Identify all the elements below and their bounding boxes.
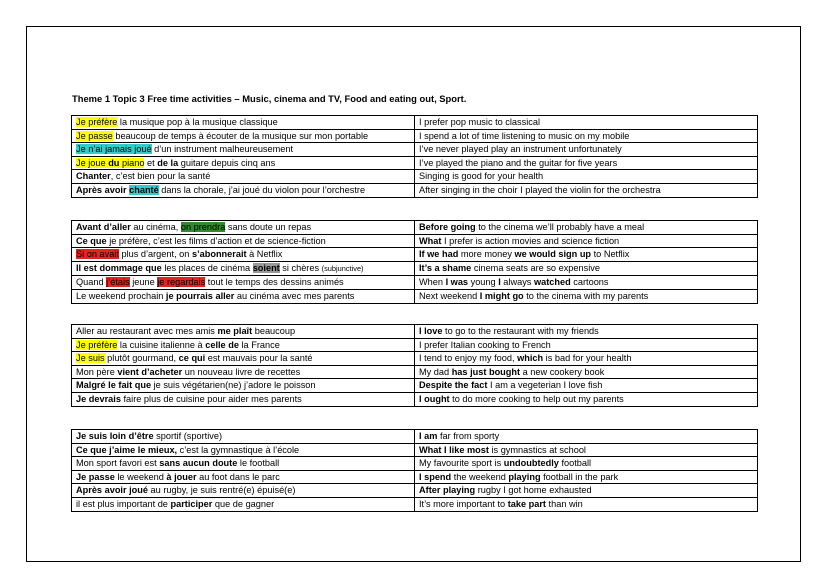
text-segment: (subjunctive) (321, 263, 364, 273)
english-cell (415, 143, 758, 157)
french-cell (72, 276, 415, 290)
key-phrase: Despite the fact (419, 380, 488, 391)
table-row (72, 430, 758, 444)
text-segment: je préfère, c’est les films d’action et de science-fiction (106, 235, 326, 246)
key-phrase: What (419, 235, 442, 246)
text-segment: le football (237, 458, 280, 469)
key-phrase: take part (507, 498, 546, 509)
text-segment: sportif (sportive) (153, 431, 223, 441)
text-segment: cinema seats are so expensive (471, 263, 600, 274)
highlighted-phrase: Je passe (76, 130, 113, 141)
french-cell (72, 352, 415, 366)
table-row (72, 143, 758, 157)
french-cell (72, 497, 415, 511)
text-segment: I’ve played the piano and the guitar for five years (419, 157, 618, 168)
text-segment: la cuisine italienne à (117, 339, 206, 350)
text-segment: I prefer is action movies and science fiction (441, 235, 620, 246)
text-segment: jeune (129, 277, 158, 288)
key-phrase: Je suis loin d’être (76, 431, 154, 441)
french-cell (72, 170, 415, 184)
key-phrase: Il est dommage que (76, 262, 162, 273)
key-phrase: participer (170, 498, 213, 509)
highlighted-phrase: j’étais (106, 277, 130, 288)
english-cell (415, 352, 758, 366)
english-cell (415, 248, 758, 262)
text-segment: the weekend (451, 471, 509, 482)
text-segment: d’un instrument malheureusement (151, 144, 294, 155)
text-segment: football in the park (540, 471, 619, 482)
key-phrase: Before going (419, 222, 476, 232)
table-row (72, 365, 758, 379)
key-phrase: s’abonnerait (191, 249, 247, 260)
french-cell (72, 221, 415, 235)
text-segment: football (558, 458, 592, 469)
vocab-table-sport (71, 429, 758, 512)
table-row (72, 183, 758, 197)
text-segment: more money (458, 249, 515, 260)
french-cell (72, 379, 415, 393)
highlighted-phrase: Je préfère (76, 339, 118, 350)
text-segment: un nouveau livre de recettes (182, 366, 301, 377)
text-segment: au foot dans le parc (196, 471, 280, 482)
english-cell (415, 325, 758, 339)
english-cell (415, 183, 758, 197)
page-title: Theme 1 Topic 3 Free time activities – Music, cinema and TV, Food and eating out, Sport. (72, 93, 467, 104)
text-segment: to do more cooking to help out my parents (449, 393, 624, 404)
highlighted-phrase: chanté (129, 184, 159, 195)
text-segment: plutôt gourmand, (104, 353, 179, 364)
text-segment: After singing in the choir I played the violin for the orchestra (419, 184, 661, 195)
french-cell (72, 234, 415, 248)
table-row (72, 484, 758, 498)
key-phrase: de la (157, 157, 179, 168)
key-phrase: me plaît (217, 326, 253, 336)
text-segment: tout le temps des dessins animés (205, 277, 344, 288)
highlighted-phrase: Je n’ai jamais joué (76, 144, 152, 155)
highlighted-phrase: je regardais (157, 277, 206, 288)
english-cell (415, 289, 758, 303)
key-phrase: je pourrais (165, 290, 213, 301)
table-row (72, 289, 758, 303)
text-segment: Singing is good for your health (419, 171, 544, 182)
key-phrase: watched (533, 277, 571, 288)
english-cell (415, 156, 758, 170)
text-segment: I prefer Italian cooking to French (419, 339, 551, 350)
key-phrase: I was (445, 277, 469, 288)
key-phrase: I ought (419, 393, 450, 404)
table-row (72, 443, 758, 457)
table-row (72, 156, 758, 170)
key-phrase: I am (419, 431, 438, 441)
text-segment: is gymnastics at school (488, 444, 586, 455)
key-phrase: which (517, 353, 544, 364)
text-segment: to the cinema we’ll probably have a meal (475, 222, 645, 232)
key-phrase: Malgré le fait que (76, 380, 152, 391)
text-segment: I prefer pop music to classical (419, 117, 541, 127)
text-segment: than win (546, 498, 583, 509)
text-segment: guitare depuis cinq ans (178, 157, 276, 168)
french-cell (72, 392, 415, 406)
key-phrase: Ce que j’aime le mieux, (76, 444, 178, 455)
text-segment: I’ve never played play an instrument unfortunately (419, 144, 622, 155)
text-segment: au rugby, je suis rentré(e) épuisé(e) (148, 485, 296, 496)
text-segment: beaucoup (252, 326, 296, 336)
key-phrase: I spend (419, 471, 452, 482)
key-phrase: Après avoir (76, 184, 130, 195)
text-segment: au cinéma, (130, 222, 181, 232)
table-row (72, 352, 758, 366)
french-cell (72, 365, 415, 379)
table-row (72, 379, 758, 393)
text-segment: sans doute un repas (225, 222, 312, 232)
text-segment: is bad for your health (543, 353, 632, 364)
text-segment: to the cinema with my parents (523, 290, 649, 301)
french-cell (72, 289, 415, 303)
table-row (72, 221, 758, 235)
text-segment: , c’est bien pour la santé (110, 171, 211, 182)
english-cell (415, 484, 758, 498)
highlighted-phrase: soient (252, 262, 280, 273)
text-segment: le weekend (114, 471, 167, 482)
table-row (72, 276, 758, 290)
text-segment: young (468, 277, 499, 288)
key-phrase: ce qui (178, 353, 206, 364)
text-segment: I am a vegeterian I love fish (487, 380, 603, 391)
french-cell (72, 430, 415, 444)
text-segment: Mon sport favori est (76, 458, 160, 469)
key-phrase: à jouer (166, 471, 197, 482)
key-phrase: I (498, 277, 501, 288)
text-segment: la musique pop à la musique classique (117, 117, 278, 127)
french-cell (72, 183, 415, 197)
key-phrase: Je passe (76, 471, 115, 482)
english-cell (415, 261, 758, 276)
vocab-table-music (71, 115, 758, 198)
table-row (72, 497, 758, 511)
english-cell (415, 170, 758, 184)
english-cell (415, 497, 758, 511)
table-row (72, 129, 758, 143)
text-segment: je suis végétarien(ne) j’adore le poisson (151, 380, 316, 391)
text-segment: I spend a lot of time listening to music on my mobile (419, 130, 630, 141)
french-cell (72, 484, 415, 498)
text-segment: Quand (76, 277, 107, 288)
text-segment: à Netflix (246, 249, 283, 260)
key-phrase: After playing (419, 485, 476, 496)
english-cell (415, 457, 758, 471)
french-cell (72, 248, 415, 262)
text-segment: Aller au restaurant avec mes amis (76, 326, 218, 336)
french-cell (72, 156, 415, 170)
french-cell (72, 116, 415, 130)
text-segment: Le weekend prochain (76, 290, 166, 301)
text-segment: il est plus important de (76, 498, 171, 509)
key-phrase: I might go (479, 290, 524, 301)
key-phrase: undoubtedly (503, 458, 559, 469)
highlighted-phrase: Je suis (76, 353, 105, 364)
key-phrase: I love (419, 326, 443, 336)
text-segment: My favourite sport is (419, 458, 504, 469)
highlighted-phrase: Je joue (76, 157, 109, 168)
key-phrase: Ce que (76, 235, 107, 246)
table-row (72, 170, 758, 184)
text-segment: Mon père (76, 366, 118, 377)
text-segment: My dad (419, 366, 452, 377)
key-phrase: If we had (419, 249, 459, 260)
french-cell (72, 338, 415, 352)
table-row (72, 457, 758, 471)
text-segment: plus d’argent, on (118, 249, 192, 260)
text-segment: si chères (279, 262, 322, 273)
text-segment: beaucoup de temps à écouter de la musique sur mon portable (112, 130, 369, 141)
table-row (72, 392, 758, 406)
text-segment: au cinéma avec mes parents (234, 290, 355, 301)
vocab-table-cinema (71, 220, 758, 304)
key-phrase: playing (508, 471, 541, 482)
key-phrase: Chanter (76, 171, 111, 182)
text-segment: que de gagner (212, 498, 275, 509)
highlighted-phrase: du (108, 157, 120, 168)
highlighted-phrase: on prendra (180, 222, 226, 232)
key-phrase: has just bought (451, 366, 521, 377)
english-cell (415, 116, 758, 130)
text-segment: When (419, 277, 446, 288)
english-cell (415, 338, 758, 352)
english-cell (415, 234, 758, 248)
text-segment: c’est la gymnastique à l’école (177, 444, 300, 455)
key-phrase: What I like most (419, 444, 489, 455)
text-segment: a new cookery book (520, 366, 605, 377)
english-cell (415, 129, 758, 143)
text-segment: les places de cinéma (161, 262, 253, 273)
text-segment: dans la chorale, j’ai joué du violon pour l’orchestre (158, 184, 366, 195)
highlighted-phrase: Je préfère (76, 117, 118, 127)
table-row (72, 116, 758, 130)
key-phrase: vient d’acheter (117, 366, 183, 377)
key-phrase: Je devrais (76, 393, 121, 404)
french-cell (72, 261, 415, 276)
key-phrase: Avant d’aller (76, 222, 131, 232)
highlighted-phrase: Si on avait (76, 249, 119, 260)
english-cell (415, 470, 758, 484)
french-cell (72, 129, 415, 143)
table-row (72, 338, 758, 352)
key-phrase: sans aucun doute (159, 458, 238, 469)
text-segment: far from sporty (437, 431, 500, 441)
english-cell (415, 430, 758, 444)
table-row (72, 248, 758, 262)
highlighted-phrase: piano (119, 157, 145, 168)
english-cell (415, 221, 758, 235)
text-segment: et (144, 157, 158, 168)
text-segment: to Netflix (591, 249, 630, 260)
key-phrase: celle de (205, 339, 239, 350)
english-cell (415, 379, 758, 393)
text-segment: faire plus de cuisine pour aider mes parents (120, 393, 302, 404)
french-cell (72, 443, 415, 457)
english-cell (415, 365, 758, 379)
text-segment: cartoons (570, 277, 609, 288)
key-phrase: we would sign up (514, 249, 592, 260)
vocab-table-food (71, 324, 758, 407)
text-segment: est mauvais pour la santé (205, 353, 313, 364)
text-segment: to go to the restaurant with my friends (442, 326, 599, 336)
english-cell (415, 443, 758, 457)
table-row (72, 325, 758, 339)
text-segment: always (500, 277, 534, 288)
table-row (72, 234, 758, 248)
french-cell (72, 470, 415, 484)
table-row (72, 261, 758, 276)
key-phrase: aller (215, 290, 235, 301)
french-cell (72, 143, 415, 157)
key-phrase: Après avoir joué (76, 485, 148, 496)
english-cell (415, 276, 758, 290)
text-segment: It’s more important to (419, 498, 508, 509)
text-segment: rugby I got home exhausted (475, 485, 592, 496)
text-segment: Next weekend (419, 290, 480, 301)
table-row (72, 470, 758, 484)
text-segment: I tend to enjoy my food, (419, 353, 518, 364)
text-segment: la France (238, 339, 280, 350)
key-phrase: It’s a shame (419, 263, 472, 274)
english-cell (415, 392, 758, 406)
french-cell (72, 325, 415, 339)
french-cell (72, 457, 415, 471)
